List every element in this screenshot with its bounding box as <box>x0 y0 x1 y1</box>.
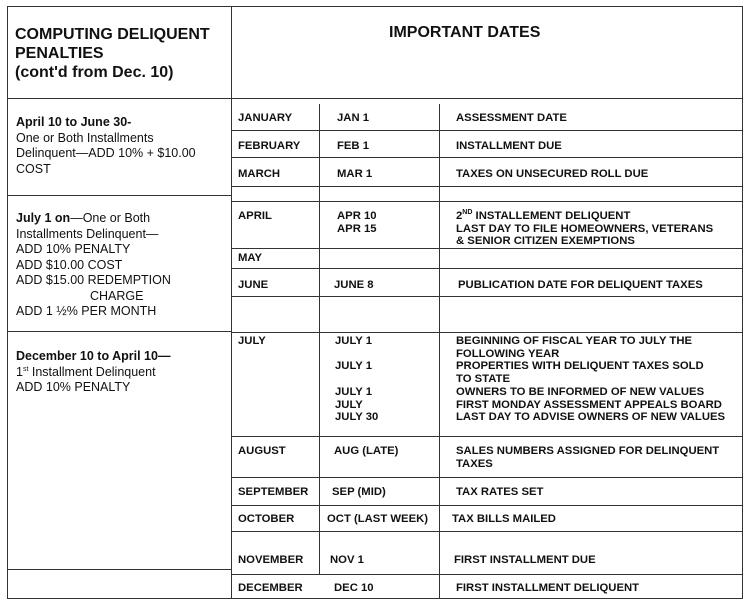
date-january: JAN 1 <box>337 112 370 124</box>
date-event-divider <box>439 104 440 598</box>
events-july: BEGINNING OF FISCAL YEAR TO JULY THE FOLLOWING YEAR PROPERTIES WITH DELIQUENT TAXES SOLD TO STATE OWNERS TO BE INFORMED OF NEW VALUES FIRST MONDAY ASSESSMENT APPEALS BOARD LAST DAY TO ADVISE OWNERS OF NEW VALUES <box>456 335 726 424</box>
date-august: AUG (LATE) <box>334 445 399 457</box>
row-divider-3 <box>231 186 743 187</box>
row-divider-11 <box>231 505 743 506</box>
dates-july: JULY 1 JULY 1 JULY 1 JULY JULY 30 <box>335 335 379 424</box>
month-september: SEPTEMBER <box>238 486 309 498</box>
table-bottom-border <box>7 598 743 599</box>
events-august: SALES NUMBERS ASSIGNED FOR DELINQUENT TAXES <box>456 445 720 470</box>
row-divider-12 <box>231 531 743 532</box>
event-december: FIRST INSTALLMENT DELIQUENT <box>456 582 640 594</box>
month-december: DECEMBER <box>238 582 303 594</box>
month-june: JUNE <box>238 279 269 291</box>
row-divider-5 <box>231 248 743 249</box>
table-top-border <box>7 6 743 7</box>
date-june: JUNE 8 <box>334 279 374 291</box>
date-march: MAR 1 <box>337 168 373 180</box>
right-title: IMPORTANT DATES <box>389 24 541 41</box>
month-march: MARCH <box>238 168 281 180</box>
row-divider-8 <box>231 332 743 333</box>
month-april: APRIL <box>238 210 272 222</box>
event-january: ASSESSMENT DATE <box>456 112 567 124</box>
events-april: 2ND INSTALLEMENT DELIQUENT LAST DAY TO FILE HOMEOWNERS, VETERANS & SENIOR CITIZEN EXEMPTIONS <box>456 209 714 248</box>
left-divider-3 <box>7 569 232 570</box>
row-divider-7 <box>231 296 743 297</box>
column-divider <box>231 6 232 599</box>
event-february: INSTALLMENT DUE <box>456 140 562 152</box>
event-september: TAX RATES SET <box>456 486 544 498</box>
event-november: FIRST INSTALLMENT DUE <box>454 554 596 566</box>
left-title: COMPUTING DELIQUENT PENALTIES (cont'd from Dec. 10) <box>15 26 210 81</box>
dates-april: APR 10 APR 15 <box>337 210 377 235</box>
month-february: FEBRUARY <box>238 140 301 152</box>
row-divider-9 <box>231 436 743 437</box>
event-june: PUBLICATION DATE FOR DELIQUENT TAXES <box>458 279 703 291</box>
date-december: DEC 10 <box>334 582 374 594</box>
month-august: AUGUST <box>238 445 286 457</box>
month-january: JANUARY <box>238 112 293 124</box>
month-date-divider <box>319 104 320 574</box>
table-left-border <box>7 6 8 599</box>
row-divider-1 <box>231 130 743 131</box>
date-february: FEB 1 <box>337 140 370 152</box>
event-october: TAX BILLS MAILED <box>452 513 556 525</box>
penalty-section-july: July 1 on—One or Both Installments Delinquent— ADD 10% PENALTY ADD $10.00 COST ADD $15.00 REDEMPTION CHARGE ADD 1 ½% PER MONTH <box>16 211 171 318</box>
row-divider-6 <box>231 268 743 269</box>
penalty-section-december: December 10 to April 10— 1st Installment Delinquent ADD 10% PENALTY <box>16 349 171 394</box>
month-october: OCTOBER <box>238 513 295 525</box>
penalty-section-april: April 10 to June 30- One or Both Installments Delinquent—ADD 10% + $10.00 COST <box>16 115 196 176</box>
row-divider-13 <box>231 574 743 575</box>
left-divider-1 <box>7 195 232 196</box>
row-divider-4 <box>231 201 743 202</box>
row-divider-2 <box>231 157 743 158</box>
row-divider-10 <box>231 477 743 478</box>
month-july: JULY <box>238 335 266 347</box>
date-october: OCT (LAST WEEK) <box>327 513 429 525</box>
month-november: NOVEMBER <box>238 554 304 566</box>
date-november: NOV 1 <box>330 554 364 566</box>
date-september: SEP (MID) <box>332 486 386 498</box>
header-divider <box>7 98 743 99</box>
table-right-border <box>742 6 743 599</box>
left-divider-2 <box>7 331 232 332</box>
event-march: TAXES ON UNSECURED ROLL DUE <box>456 168 649 180</box>
month-may: MAY <box>238 252 263 264</box>
